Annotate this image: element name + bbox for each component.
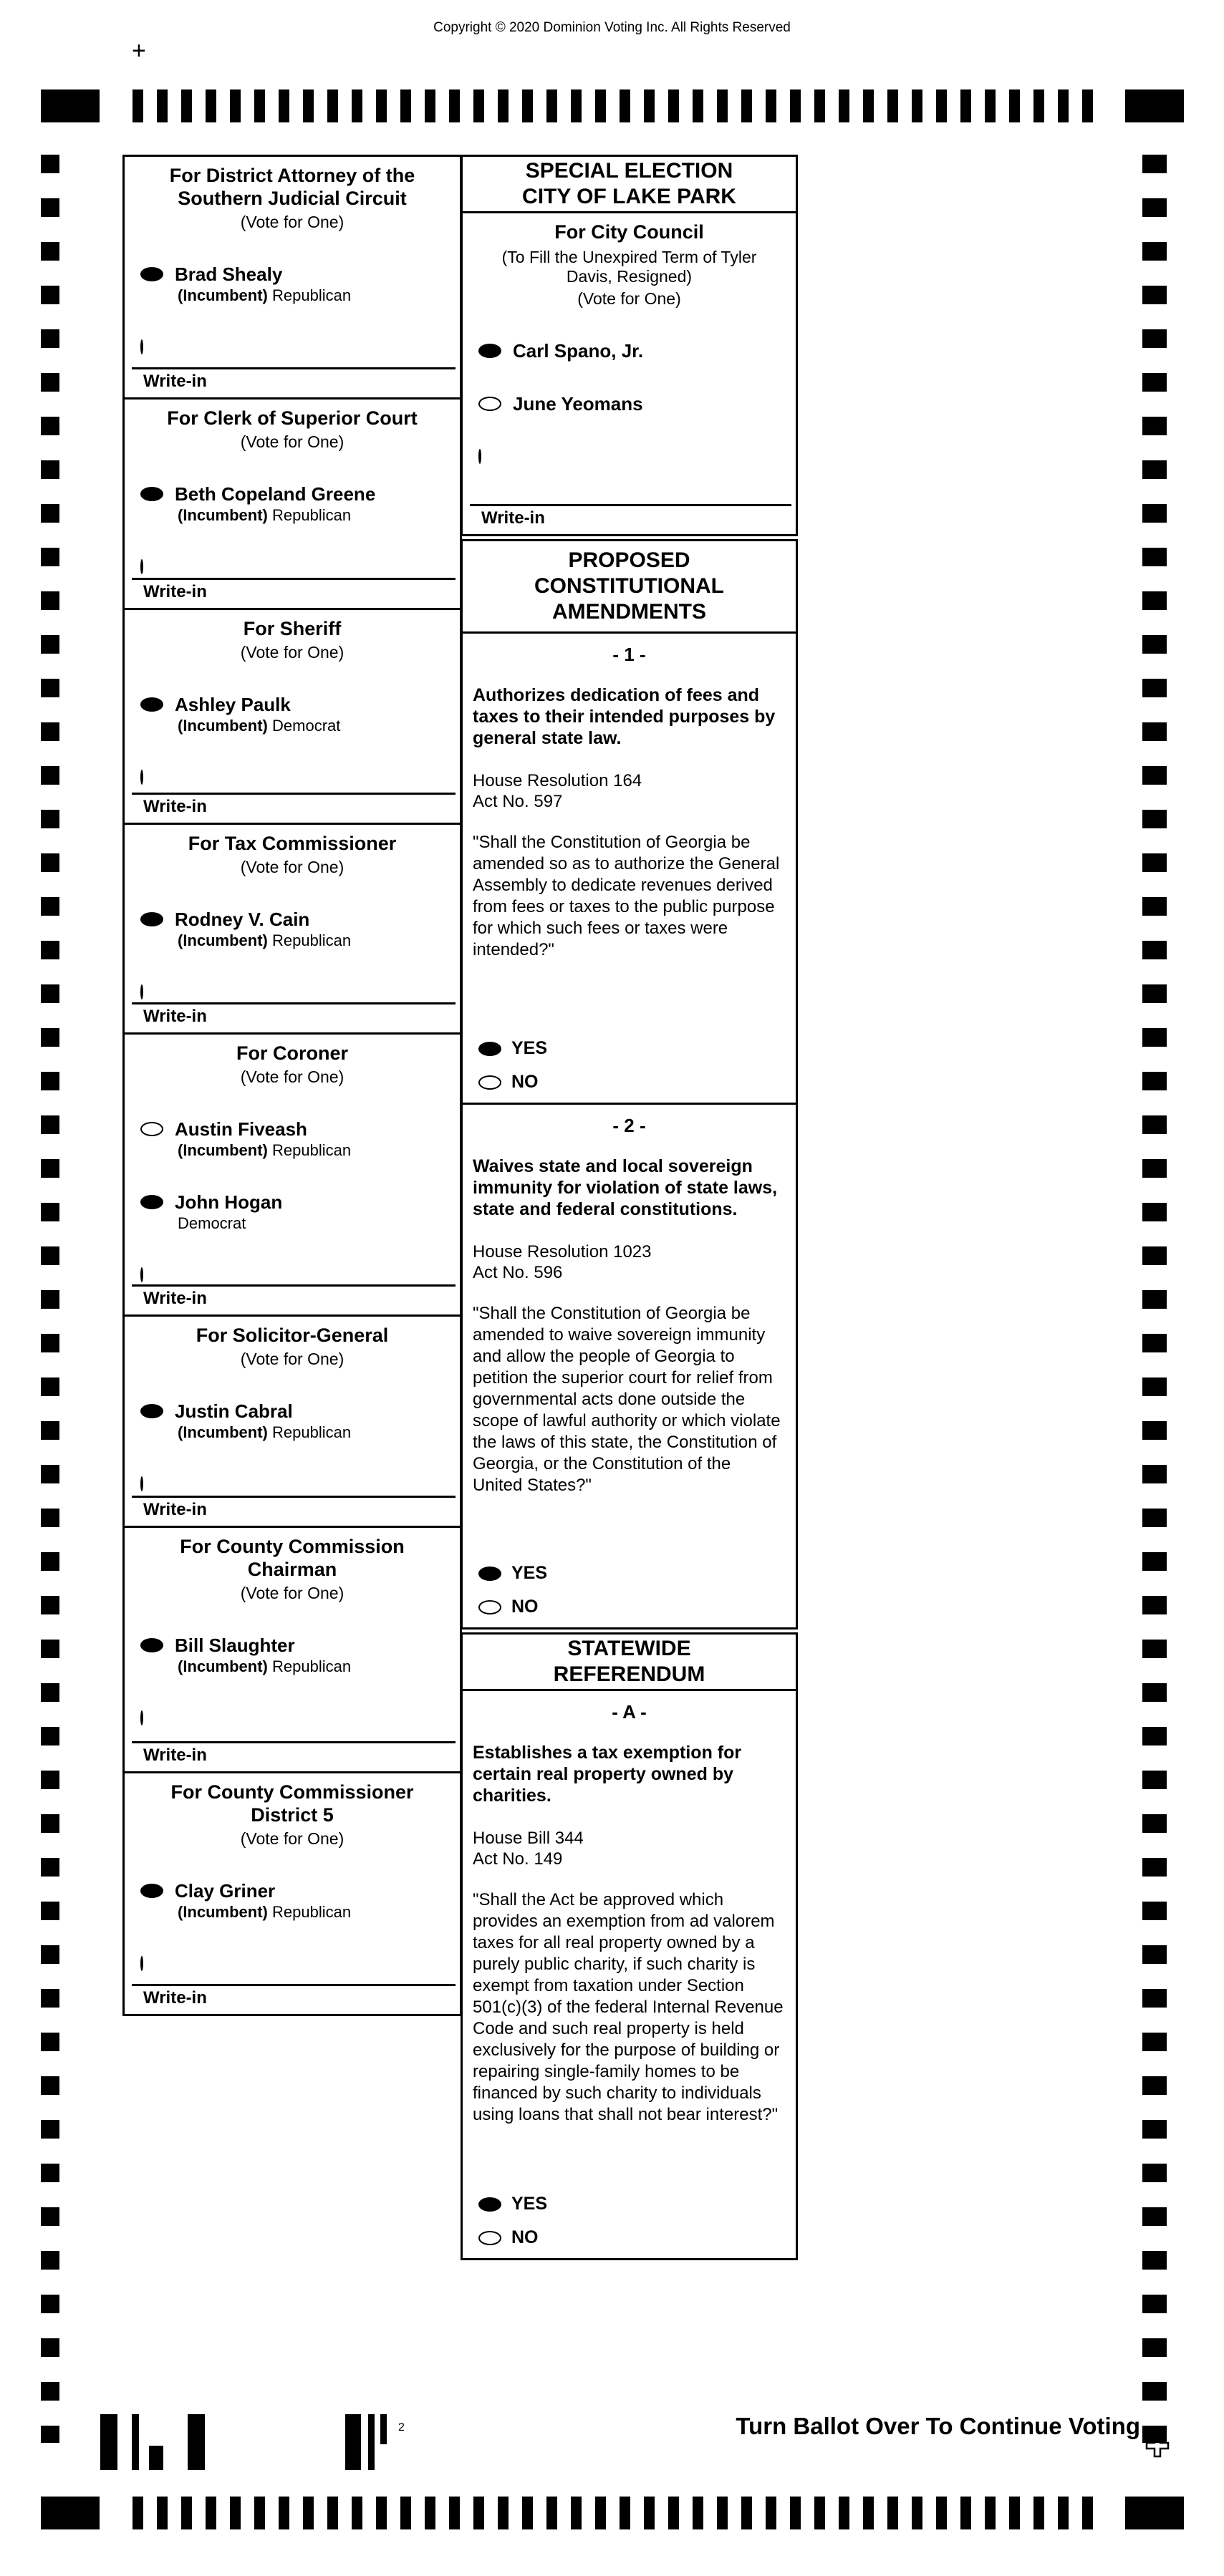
contest-title [125, 617, 460, 640]
timing-corner-block [41, 2497, 100, 2529]
ballot-column-left [122, 155, 462, 2016]
timing-marks-left [41, 155, 59, 2443]
timing-marks-bottom [41, 2497, 1184, 2529]
write-in-bubble-row [140, 1269, 460, 1282]
turn-ballot-over-text: Turn Ballot Over To Continue Voting [736, 2413, 1140, 2439]
section-header-line: AMENDMENTS [552, 600, 706, 624]
measure-summary: Waives state and local sovereign immunity for violation of state laws, state and federal constitutions. [473, 1156, 778, 1219]
barcode-bar [368, 2414, 375, 2470]
measure-reference-line: House Resolution 1023 [473, 1242, 652, 1262]
contest-box [122, 397, 462, 610]
bubble-filled-icon[interactable] [140, 1638, 163, 1652]
bubble-filled-icon[interactable] [478, 344, 501, 358]
contest-title [125, 1324, 460, 1347]
bubble-filled-icon[interactable] [140, 1404, 163, 1418]
candidate-row [140, 1635, 460, 1656]
candidate-row [140, 263, 460, 285]
bubble-empty-icon[interactable] [140, 984, 143, 999]
measure-option-label: NO [511, 1072, 539, 1092]
write-in-label: Write-in [481, 508, 545, 528]
candidate-incumbent-label: (Incumbent) [178, 1141, 268, 1159]
candidate-party-label: Democrat [178, 1214, 246, 1232]
contest-title [125, 164, 460, 210]
bubble-filled-icon[interactable] [140, 697, 163, 712]
contest-title-line: For County Commission [180, 1536, 405, 1557]
barcode-bar [100, 2414, 117, 2470]
measure-option-label: YES [511, 1038, 548, 1058]
write-in-label: Write-in [143, 1500, 207, 1519]
candidate-row [140, 909, 460, 930]
candidate-incumbent-label: (Incumbent) [178, 506, 268, 524]
measure-box [461, 1689, 798, 2260]
timing-mark-bars [132, 2497, 1105, 2529]
contest-title [463, 221, 796, 243]
candidate-party-label: Republican [272, 1423, 352, 1441]
vote-for-instruction: (Vote for One) [240, 1584, 344, 1602]
candidate-name: Clay Griner [175, 1880, 276, 1902]
write-in-section [125, 578, 460, 608]
candidate-party-label: Republican [272, 286, 352, 304]
candidate-incumbent-label: (Incumbent) [178, 717, 268, 735]
candidate-name: John Hogan [175, 1191, 283, 1213]
measure-reference-line: Act No. 597 [473, 792, 563, 811]
timing-corner-block [1125, 2497, 1184, 2529]
candidate-row [140, 1400, 460, 1422]
measure-options [463, 1550, 796, 1627]
candidate-incumbent-label: (Incumbent) [178, 1657, 268, 1675]
contest-title-line: For Tax Commissioner [188, 833, 397, 854]
bubble-filled-icon[interactable] [140, 1195, 163, 1209]
measure-options [463, 2181, 796, 2258]
write-in-label: Write-in [143, 582, 207, 601]
candidate-detail [178, 506, 450, 525]
section-header-line: SPECIAL ELECTION [525, 159, 733, 183]
candidate-name: Bill Slaughter [175, 1635, 295, 1656]
contest-box [461, 211, 798, 536]
candidate-party-label: Republican [272, 1657, 352, 1675]
timing-mark-bars [132, 89, 1105, 122]
candidate-incumbent-label: (Incumbent) [178, 1903, 268, 1921]
candidate-row [140, 483, 460, 505]
candidate-row [478, 393, 796, 415]
timing-corner-block [1125, 89, 1184, 122]
contest-title [125, 1042, 460, 1065]
bubble-empty-icon[interactable] [140, 559, 143, 574]
write-in-section [125, 793, 460, 823]
measure-option-label: YES [511, 1563, 548, 1583]
write-in-bubble-row [140, 1478, 460, 1491]
candidate-row [140, 1880, 460, 1902]
contest-title [125, 832, 460, 855]
ballot-column-right [461, 155, 798, 2260]
barcode-bar [132, 2414, 139, 2470]
contest-box [122, 1314, 462, 1528]
section-header-line: CONSTITUTIONAL [534, 574, 724, 598]
bubble-filled-icon[interactable] [478, 1567, 501, 1581]
vote-for-instruction: (Vote for One) [240, 432, 344, 451]
candidate-row [478, 340, 796, 362]
page-marker: 2 [398, 2421, 405, 2434]
write-in-section [125, 367, 460, 397]
candidate-name: Beth Copeland Greene [175, 483, 376, 505]
vote-for-instruction: (Vote for One) [240, 1829, 344, 1848]
write-in-label: Write-in [143, 1007, 207, 1026]
write-in-section [125, 1496, 460, 1526]
measure-box [461, 631, 798, 1105]
contest-box [122, 1526, 462, 1773]
contest-title-line: For District Attorney of the [169, 165, 415, 186]
candidate-incumbent-label: (Incumbent) [178, 931, 268, 949]
vote-for-instruction: (Vote for One) [240, 1350, 344, 1368]
candidate-incumbent-label: (Incumbent) [178, 1423, 268, 1441]
candidate-detail [178, 717, 450, 735]
write-in-section [463, 504, 796, 534]
bubble-empty-icon[interactable] [140, 1710, 143, 1725]
measure-option-label: NO [511, 2227, 539, 2247]
measure-summary: Establishes a tax exemption for certain real property owned by charities. [473, 1743, 742, 1806]
section-header-line: PROPOSED [568, 548, 690, 572]
measure-number: - A - [612, 1701, 647, 1723]
candidate-party-label: Republican [272, 1903, 352, 1921]
candidate-name: Brad Shealy [175, 263, 283, 285]
vote-for-instruction: (Vote for One) [240, 213, 344, 231]
measure-summary: Authorizes dedication of fees and taxes to their intended purposes by general state law. [473, 685, 776, 748]
measure-options [463, 1025, 796, 1103]
contest-title-line: For Clerk of Superior Court [167, 407, 418, 429]
measure-option-row [478, 2227, 796, 2248]
bubble-empty-icon[interactable] [478, 449, 481, 464]
write-in-bubble-row [140, 986, 460, 999]
candidate-party-label: Republican [272, 1141, 352, 1159]
copyright-text: Copyright © 2020 Dominion Voting Inc. All Rights Reserved [433, 20, 791, 35]
timing-marks-top [41, 89, 1184, 122]
bubble-empty-icon[interactable] [140, 1122, 163, 1136]
measure-box [461, 1103, 798, 1630]
vote-for-instruction: (Vote for One) [240, 858, 344, 876]
bubble-empty-icon[interactable] [140, 339, 143, 354]
candidate-name: Carl Spano, Jr. [513, 340, 644, 362]
section-header-box [461, 539, 798, 634]
barcode-bar [345, 2414, 361, 2470]
measure-number: - 2 - [612, 1115, 646, 1136]
candidate-name: Rodney V. Cain [175, 909, 310, 930]
contest-title-line: For County Commissioner [170, 1781, 414, 1803]
measure-number: - 1 - [612, 644, 646, 665]
write-in-bubble-row [140, 771, 460, 784]
contest-title-line: For Sheriff [243, 618, 342, 639]
contest-title-line: Southern Judicial Circuit [178, 188, 407, 209]
section-header-line: STATEWIDE [567, 1637, 691, 1660]
contest-title-line: For Coroner [236, 1042, 348, 1064]
vote-for-instruction: (Vote for One) [240, 643, 344, 662]
section-header-line: CITY OF LAKE PARK [522, 185, 736, 208]
vote-for-instruction: (Vote for One) [577, 289, 681, 308]
candidate-row [140, 694, 460, 715]
measure-references [473, 1241, 784, 1283]
vote-for-instruction: (Vote for One) [240, 1067, 344, 1086]
section-header-box [461, 155, 798, 213]
section-header-line: REFERENDUM [553, 1662, 705, 1686]
contest-box [122, 1771, 462, 2016]
contest-subtitle: (To Fill the Unexpired Term of Tyler Davis, Resigned) [501, 248, 757, 286]
measure-reference-line: House Bill 344 [473, 1829, 584, 1848]
contest-box [122, 155, 462, 400]
bubble-filled-icon[interactable] [140, 1884, 163, 1898]
bubble-empty-icon[interactable] [140, 770, 143, 785]
candidate-row [140, 1118, 460, 1140]
bubble-empty-icon[interactable] [478, 1600, 501, 1614]
write-in-section [125, 1284, 460, 1314]
measure-references [473, 770, 784, 812]
bubble-filled-icon[interactable] [478, 1042, 501, 1056]
candidate-detail [178, 931, 450, 950]
bubble-empty-icon[interactable] [478, 2231, 501, 2245]
bubble-filled-icon[interactable] [140, 487, 163, 501]
write-in-section [125, 1002, 460, 1032]
bubble-filled-icon[interactable] [140, 912, 163, 926]
contest-title-line: District 5 [251, 1804, 334, 1826]
bubble-empty-icon[interactable] [140, 1267, 143, 1282]
measure-option-row [478, 2194, 796, 2214]
write-in-label: Write-in [143, 372, 207, 391]
candidate-detail [178, 1214, 450, 1233]
contest-box [122, 823, 462, 1035]
measure-option-label: NO [511, 1597, 539, 1617]
write-in-bubble-row [140, 1957, 460, 1970]
barcode-bar [149, 2446, 163, 2470]
candidate-detail [178, 1903, 450, 1922]
write-in-bubble-row [140, 341, 460, 354]
bubble-filled-icon[interactable] [478, 2197, 501, 2212]
write-in-label: Write-in [143, 1988, 207, 2008]
write-in-bubble-row [478, 450, 796, 463]
measure-question: "Shall the Constitution of Georgia be amended so as to authorize the General Assembly to dedicate revenues derived from fees or taxes to the public purpose for which such fees or taxes were intended?" [473, 833, 780, 959]
contest-box [122, 1032, 462, 1317]
write-in-bubble-row [140, 1712, 460, 1725]
candidate-name: Austin Fiveash [175, 1118, 307, 1140]
bubble-empty-icon[interactable] [140, 1476, 143, 1491]
candidate-detail [178, 1141, 450, 1160]
barcode-bar [380, 2414, 387, 2444]
measure-question: "Shall the Constitution of Georgia be amended to waive sovereign immunity and allow the people of Georgia to petition the superior court for relief from governmental acts done outside the scope of lawful authority or which violate the laws of this state, the Constitution of Georgia, or the Constitution of the United States?" [473, 1304, 781, 1495]
candidate-incumbent-label: (Incumbent) [178, 286, 268, 304]
candidate-detail [178, 286, 450, 305]
measure-option-row [478, 1038, 796, 1059]
contest-title [125, 407, 460, 430]
candidate-party-label: Republican [272, 506, 352, 524]
barcode-bar [188, 2414, 205, 2470]
candidate-detail [178, 1423, 450, 1442]
timing-corner-block [41, 89, 100, 122]
write-in-label: Write-in [143, 1745, 207, 1765]
measure-question: "Shall the Act be approved which provides an exemption from ad valorem taxes for all real property owned by a purely public charity, if such charity is exempt from taxation under Section 501(c)(3) of the federal Internal Revenue Code and such real property is held exclusively for the purpose of building or repairing single-family homes to be financed by such charity to individuals using loans that shall not bear interest?" [473, 1890, 784, 2124]
write-in-bubble-row [140, 561, 460, 573]
measure-option-label: YES [511, 2194, 548, 2214]
write-in-label: Write-in [143, 797, 207, 816]
measure-reference-line: Act No. 149 [473, 1849, 563, 1869]
measure-option-row [478, 1563, 796, 1584]
write-in-section [125, 1741, 460, 1771]
bubble-empty-icon[interactable] [478, 1075, 501, 1090]
candidate-party-label: Republican [272, 931, 352, 949]
candidate-name: Ashley Paulk [175, 694, 291, 715]
measure-option-row [478, 1597, 796, 1617]
contest-title [125, 1535, 460, 1581]
write-in-label: Write-in [143, 1289, 207, 1308]
measure-references [473, 1828, 784, 1869]
contest-box [122, 608, 462, 825]
candidate-party-label: Democrat [272, 717, 341, 735]
bubble-filled-icon[interactable] [140, 267, 163, 281]
candidate-name: Justin Cabral [175, 1400, 293, 1422]
section-header-box [461, 1632, 798, 1691]
candidate-detail [178, 1657, 450, 1676]
bubble-empty-icon[interactable] [478, 397, 501, 411]
bubble-empty-icon[interactable] [140, 1956, 143, 1971]
measure-reference-line: House Resolution 164 [473, 771, 642, 790]
timing-marks-right [1142, 155, 1167, 2443]
write-in-section [125, 1984, 460, 2014]
candidate-row [140, 1191, 460, 1213]
contest-title-line: Chairman [247, 1559, 337, 1580]
contest-title [125, 1781, 460, 1826]
measure-option-row [478, 1072, 796, 1093]
measure-reference-line: Act No. 596 [473, 1263, 563, 1282]
registration-plus-icon: + [132, 37, 146, 64]
contest-title-line: For Solicitor-General [196, 1325, 389, 1346]
registration-cross-icon [1145, 2433, 1170, 2459]
contest-title-line: For City Council [554, 221, 704, 243]
candidate-name: June Yeomans [513, 393, 643, 415]
